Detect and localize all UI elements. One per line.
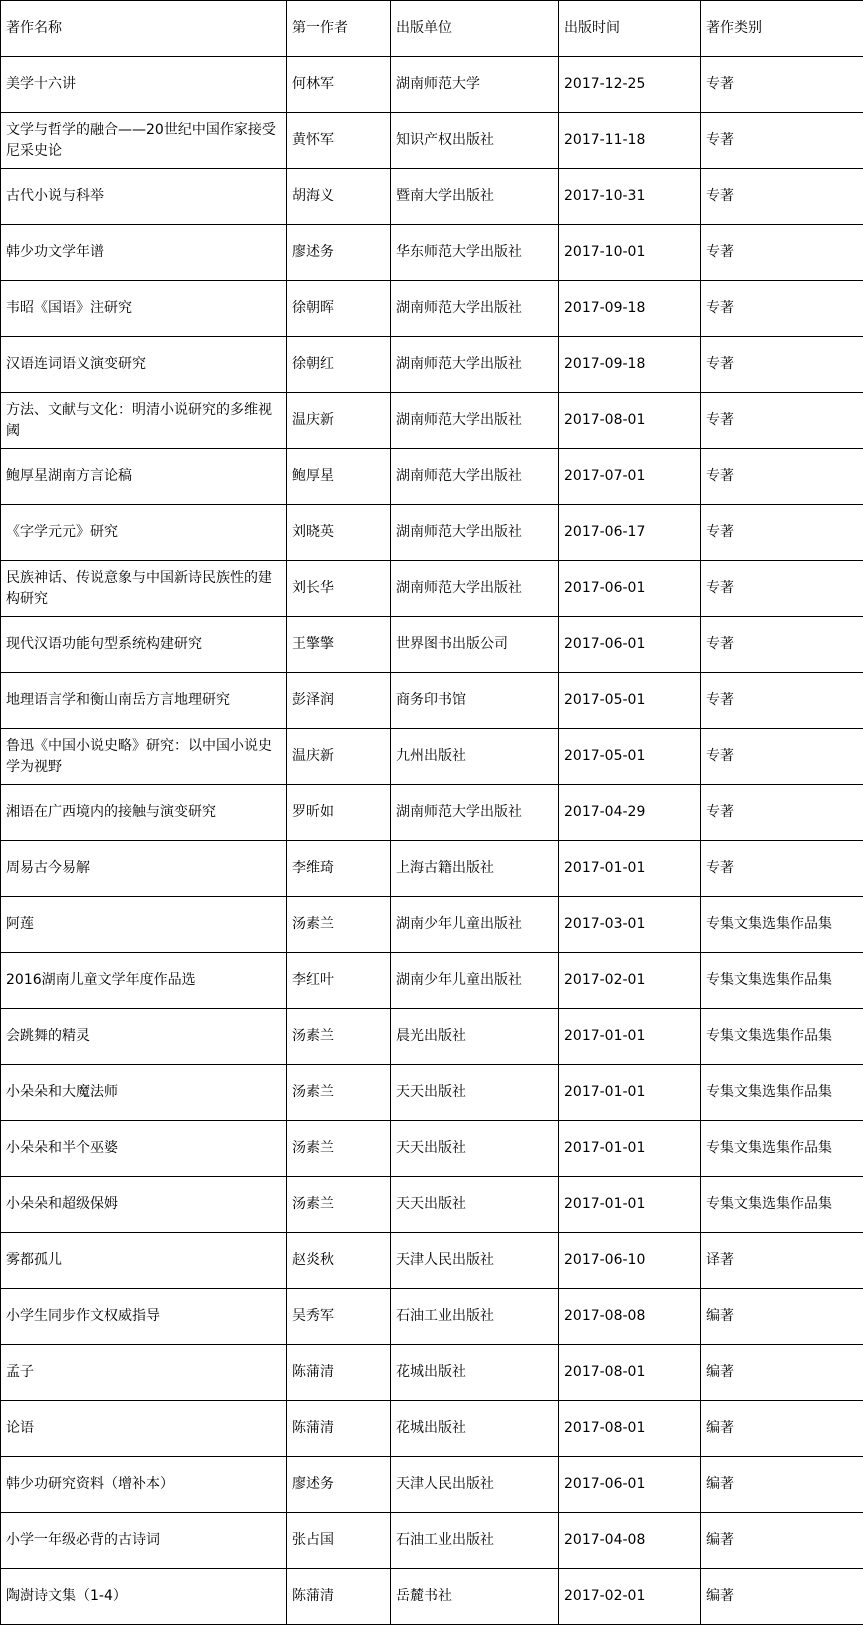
table-row [1, 113, 863, 169]
table-row [1, 337, 863, 393]
cell-publisher: 晨光出版社 [391, 1009, 559, 1065]
cell-date: 2017-06-17 [559, 505, 701, 561]
table-row [1, 1569, 863, 1625]
cell-title: 雾都孤儿 [1, 1233, 287, 1289]
column-header-publisher: 出版单位 [391, 1, 559, 57]
table-row [1, 393, 863, 449]
header-row [1, 1, 863, 57]
cell-author: 罗昕如 [287, 785, 391, 841]
cell-author: 汤素兰 [287, 1065, 391, 1121]
cell-publisher: 石油工业出版社 [391, 1289, 559, 1345]
cell-date: 2017-04-29 [559, 785, 701, 841]
cell-author: 廖述务 [287, 1457, 391, 1513]
cell-date: 2017-08-01 [559, 393, 701, 449]
cell-author: 何林军 [287, 57, 391, 113]
cell-author: 陈蒲清 [287, 1569, 391, 1625]
cell-category: 编著 [701, 1401, 863, 1457]
cell-publisher: 商务印书馆 [391, 673, 559, 729]
cell-date: 2017-05-01 [559, 729, 701, 785]
column-header-author: 第一作者 [287, 1, 391, 57]
cell-title: 小朵朵和半个巫婆 [1, 1121, 287, 1177]
cell-date: 2017-08-01 [559, 1401, 701, 1457]
column-header-category: 著作类别 [701, 1, 863, 57]
cell-publisher: 花城出版社 [391, 1401, 559, 1457]
cell-publisher: 湖南师范大学出版社 [391, 505, 559, 561]
cell-publisher: 天津人民出版社 [391, 1233, 559, 1289]
cell-category: 专集文集选集作品集 [701, 1121, 863, 1177]
cell-title: 民族神话、传说意象与中国新诗民族性的建构研究 [1, 561, 287, 617]
cell-author: 陈蒲清 [287, 1401, 391, 1457]
cell-category: 编著 [701, 1457, 863, 1513]
table-row [1, 505, 863, 561]
table-row [1, 897, 863, 953]
cell-publisher: 湖南师范大学出版社 [391, 393, 559, 449]
table-row [1, 1345, 863, 1401]
cell-publisher: 湖南师范大学出版社 [391, 785, 559, 841]
cell-title: 小学生同步作文权威指导 [1, 1289, 287, 1345]
cell-title: 现代汉语功能句型系统构建研究 [1, 617, 287, 673]
cell-title: 小朵朵和大魔法师 [1, 1065, 287, 1121]
cell-category: 专著 [701, 617, 863, 673]
table-row [1, 953, 863, 1009]
cell-category: 专集文集选集作品集 [701, 1177, 863, 1233]
cell-author: 徐朝晖 [287, 281, 391, 337]
cell-publisher: 九州出版社 [391, 729, 559, 785]
cell-category: 编著 [701, 1345, 863, 1401]
cell-date: 2017-12-25 [559, 57, 701, 113]
cell-category: 专著 [701, 673, 863, 729]
cell-date: 2017-09-18 [559, 337, 701, 393]
cell-category: 专著 [701, 785, 863, 841]
cell-author: 吴秀军 [287, 1289, 391, 1345]
cell-title: 汉语连词语义演变研究 [1, 337, 287, 393]
cell-publisher: 湖南少年儿童出版社 [391, 953, 559, 1009]
cell-author: 鲍厚星 [287, 449, 391, 505]
cell-category: 专著 [701, 729, 863, 785]
cell-category: 译著 [701, 1233, 863, 1289]
cell-date: 2017-01-01 [559, 1009, 701, 1065]
cell-title: 美学十六讲 [1, 57, 287, 113]
cell-category: 编著 [701, 1289, 863, 1345]
cell-title: 方法、文献与文化：明清小说研究的多维视阈 [1, 393, 287, 449]
cell-date: 2017-02-01 [559, 1569, 701, 1625]
cell-author: 汤素兰 [287, 1009, 391, 1065]
cell-publisher: 湖南师范大学 [391, 57, 559, 113]
cell-author: 徐朝红 [287, 337, 391, 393]
cell-publisher: 世界图书出版公司 [391, 617, 559, 673]
cell-author: 汤素兰 [287, 1177, 391, 1233]
table-row [1, 169, 863, 225]
cell-author: 汤素兰 [287, 897, 391, 953]
cell-title: 2016湖南儿童文学年度作品选 [1, 953, 287, 1009]
cell-publisher: 湖南师范大学出版社 [391, 449, 559, 505]
cell-category: 专著 [701, 841, 863, 897]
cell-title: 鲍厚星湖南方言论稿 [1, 449, 287, 505]
table-row [1, 225, 863, 281]
cell-category: 编著 [701, 1569, 863, 1625]
cell-category: 专集文集选集作品集 [701, 953, 863, 1009]
cell-publisher: 湖南师范大学出版社 [391, 281, 559, 337]
cell-category: 专著 [701, 505, 863, 561]
cell-date: 2017-07-01 [559, 449, 701, 505]
table-row [1, 1009, 863, 1065]
cell-title: 小学一年级必背的古诗词 [1, 1513, 287, 1569]
cell-title: 论语 [1, 1401, 287, 1457]
cell-publisher: 天天出版社 [391, 1121, 559, 1177]
cell-category: 专著 [701, 393, 863, 449]
cell-publisher: 石油工业出版社 [391, 1513, 559, 1569]
cell-date: 2017-01-01 [559, 1121, 701, 1177]
cell-publisher: 湖南少年儿童出版社 [391, 897, 559, 953]
cell-author: 刘长华 [287, 561, 391, 617]
cell-category: 专集文集选集作品集 [701, 1065, 863, 1121]
cell-date: 2017-01-01 [559, 1065, 701, 1121]
cell-title: 文学与哲学的融合——20世纪中国作家接受尼采史论 [1, 113, 287, 169]
cell-title: 湘语在广西境内的接触与演变研究 [1, 785, 287, 841]
cell-date: 2017-09-18 [559, 281, 701, 337]
cell-category: 专著 [701, 57, 863, 113]
cell-date: 2017-03-01 [559, 897, 701, 953]
cell-publisher: 天天出版社 [391, 1065, 559, 1121]
cell-date: 2017-01-01 [559, 1177, 701, 1233]
cell-author: 胡海义 [287, 169, 391, 225]
cell-date: 2017-01-01 [559, 841, 701, 897]
cell-date: 2017-11-18 [559, 113, 701, 169]
cell-title: 会跳舞的精灵 [1, 1009, 287, 1065]
cell-date: 2017-06-01 [559, 1457, 701, 1513]
cell-author: 刘晓英 [287, 505, 391, 561]
table-row [1, 561, 863, 617]
cell-title: 鲁迅《中国小说史略》研究：以中国小说史学为视野 [1, 729, 287, 785]
table-row [1, 841, 863, 897]
cell-category: 编著 [701, 1513, 863, 1569]
cell-category: 专著 [701, 337, 863, 393]
cell-date: 2017-04-08 [559, 1513, 701, 1569]
table-row [1, 281, 863, 337]
cell-title: 韩少功研究资料（增补本） [1, 1457, 287, 1513]
cell-title: 韩少功文学年谱 [1, 225, 287, 281]
cell-publisher: 湖南师范大学出版社 [391, 561, 559, 617]
cell-title: 陶澍诗文集（1-4） [1, 1569, 287, 1625]
table-row [1, 1457, 863, 1513]
cell-publisher: 知识产权出版社 [391, 113, 559, 169]
column-header-date: 出版时间 [559, 1, 701, 57]
table-row [1, 1289, 863, 1345]
cell-date: 2017-06-01 [559, 561, 701, 617]
cell-category: 专集文集选集作品集 [701, 897, 863, 953]
cell-category: 专著 [701, 281, 863, 337]
table-row [1, 673, 863, 729]
cell-category: 专集文集选集作品集 [701, 1009, 863, 1065]
table-row [1, 1121, 863, 1177]
cell-author: 黄怀军 [287, 113, 391, 169]
cell-date: 2017-02-01 [559, 953, 701, 1009]
cell-category: 专著 [701, 169, 863, 225]
cell-author: 廖述务 [287, 225, 391, 281]
cell-author: 陈蒲清 [287, 1345, 391, 1401]
cell-title: 韦昭《国语》注研究 [1, 281, 287, 337]
table-row [1, 1513, 863, 1569]
cell-author: 王擎擎 [287, 617, 391, 673]
cell-author: 彭泽润 [287, 673, 391, 729]
cell-publisher: 湖南师范大学出版社 [391, 337, 559, 393]
cell-publisher: 暨南大学出版社 [391, 169, 559, 225]
table-row [1, 729, 863, 785]
cell-title: 阿莲 [1, 897, 287, 953]
cell-author: 温庆新 [287, 393, 391, 449]
cell-date: 2017-08-01 [559, 1345, 701, 1401]
table-row [1, 1233, 863, 1289]
cell-author: 赵炎秋 [287, 1233, 391, 1289]
cell-title: 地理语言学和衡山南岳方言地理研究 [1, 673, 287, 729]
cell-publisher: 上海古籍出版社 [391, 841, 559, 897]
table-row [1, 617, 863, 673]
cell-author: 汤素兰 [287, 1121, 391, 1177]
cell-category: 专著 [701, 449, 863, 505]
cell-publisher: 花城出版社 [391, 1345, 559, 1401]
cell-date: 2017-10-31 [559, 169, 701, 225]
cell-publisher: 岳麓书社 [391, 1569, 559, 1625]
cell-date: 2017-06-01 [559, 617, 701, 673]
cell-category: 专著 [701, 225, 863, 281]
table-row [1, 57, 863, 113]
table-row [1, 1065, 863, 1121]
cell-title: 孟子 [1, 1345, 287, 1401]
table-row [1, 1401, 863, 1457]
table-row [1, 1177, 863, 1233]
cell-publisher: 天津人民出版社 [391, 1457, 559, 1513]
cell-category: 专著 [701, 113, 863, 169]
cell-author: 李红叶 [287, 953, 391, 1009]
cell-author: 李维琦 [287, 841, 391, 897]
table-row [1, 449, 863, 505]
cell-date: 2017-05-01 [559, 673, 701, 729]
cell-date: 2017-06-10 [559, 1233, 701, 1289]
cell-title: 小朵朵和超级保姆 [1, 1177, 287, 1233]
cell-publisher: 天天出版社 [391, 1177, 559, 1233]
table-row [1, 785, 863, 841]
cell-title: 《字学元元》研究 [1, 505, 287, 561]
cell-date: 2017-08-08 [559, 1289, 701, 1345]
cell-category: 专著 [701, 561, 863, 617]
cell-title: 古代小说与科举 [1, 169, 287, 225]
cell-title: 周易古今易解 [1, 841, 287, 897]
cell-author: 张占国 [287, 1513, 391, 1569]
cell-author: 温庆新 [287, 729, 391, 785]
cell-publisher: 华东师范大学出版社 [391, 225, 559, 281]
cell-date: 2017-10-01 [559, 225, 701, 281]
column-header-title: 著作名称 [1, 1, 287, 57]
